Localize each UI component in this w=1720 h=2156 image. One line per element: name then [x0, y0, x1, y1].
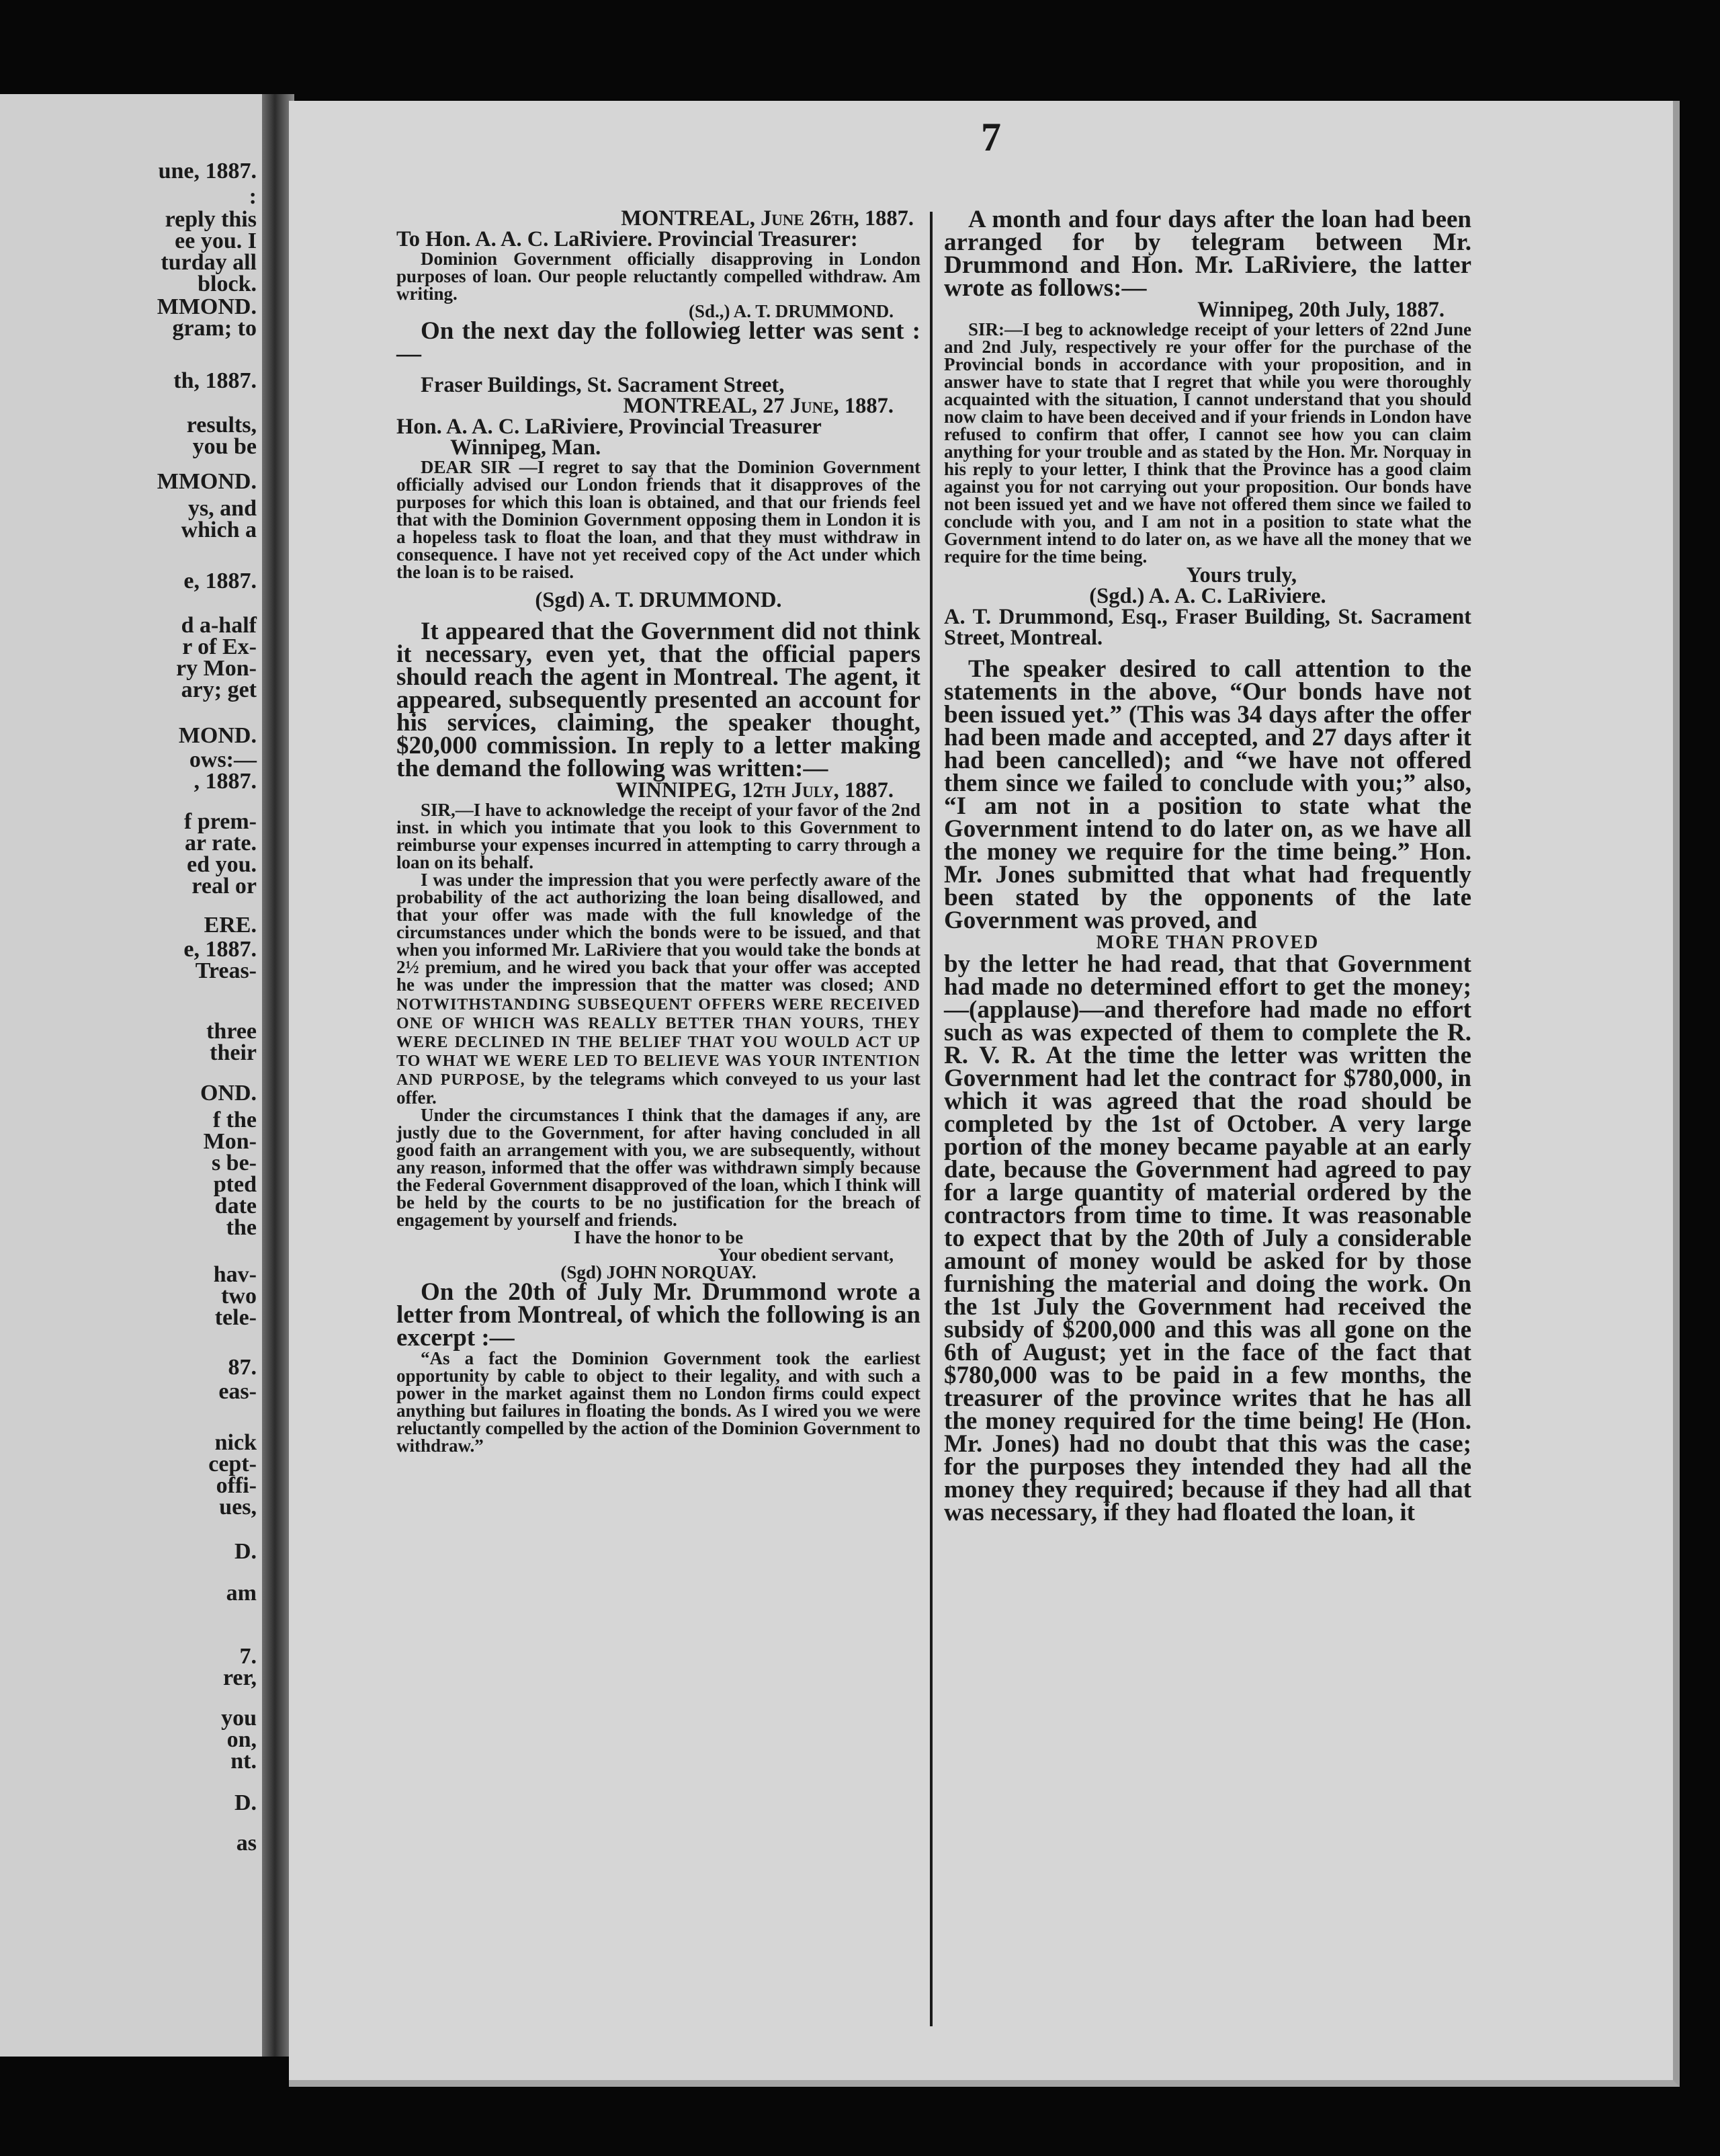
- fragment-line: you be: [192, 434, 257, 459]
- fragment-line: s be-: [211, 1151, 257, 1175]
- fragment-line: Mon-: [203, 1129, 257, 1154]
- fragment-line: une, 1887.: [158, 159, 257, 183]
- fragment-line: , 1887.: [194, 769, 257, 794]
- section-subheading: MORE THAN PROVED: [1096, 932, 1320, 953]
- fragment-line: rer,: [222, 1665, 257, 1690]
- letter1-recipient: Hon. A. A. C. LaRiviere, Provincial Treasurer: [396, 415, 822, 439]
- next-day-paragraph: On the next day the followieg letter was sent :—: [396, 317, 920, 368]
- letter2-paragraph-1: SIR,—I have to acknowledge the receipt of your favor of the 2nd inst. in which you intimate that you look to this Government to reimburse your expenses incurred in attempting to carry through a loan on its behalf.: [396, 800, 920, 872]
- letter2-closing-1: I have the honor to be: [573, 1227, 744, 1247]
- left-column: [396, 208, 920, 1454]
- letter2-paragraph-3: Under the circumstances I think that the damages if any, are justly due to the Government, for after having concluded in all good faith an arrangement with you, we are subsequently, without any reason, informed that the offer was withdrawn simply because the Federal Government disapproved of the loan, which I think will be held by the courts to be no justification for the breach of engagement by yourself and friends.: [396, 1105, 920, 1230]
- fragment-line: two: [221, 1284, 257, 1309]
- page-number: 7: [981, 115, 1001, 159]
- fragment-line: date: [214, 1194, 257, 1218]
- fragment-line: ar rate.: [185, 831, 257, 856]
- letter3-date: Winnipeg, 20th July, 1887.: [1197, 298, 1445, 322]
- fragment-line: real or: [191, 874, 257, 899]
- fragment-line: MMOND.: [157, 469, 257, 494]
- fragment-line: :: [249, 184, 257, 209]
- fragment-line: results,: [186, 413, 257, 438]
- fragment-line: D.: [234, 1539, 257, 1564]
- paragraph-month: A month and four days after the loan had been arranged for by telegram between Mr. Drummond and Hon. Mr. LaRiviere, the latter wrote as follows:—: [944, 206, 1471, 302]
- fragment-line: which a: [181, 517, 257, 542]
- fragment-line: reply this: [165, 207, 257, 232]
- column-rule: [930, 212, 933, 2026]
- letter2-paragraph-2-caps: AND NOTWITHSTANDING SUBSEQUENT OFFERS WERE RECEIVED ONE OF WHICH WAS REALLY BETTER THAN YOURS, THEY WERE DECLINED IN THE BELIEF THAT YOU WOULD ACT UP TO WHAT WE WERE LED TO BELIEVE WAS YOUR INTENTION AND PURPOSE,: [396, 977, 920, 1089]
- letter1-signature: (Sgd) A. T. DRUMMOND.: [535, 588, 782, 612]
- letter2-closing-2: Your obedient servant,: [718, 1245, 894, 1265]
- fragment-line: you: [221, 1706, 257, 1731]
- fragment-line: e, 1887.: [183, 937, 257, 962]
- fragment-line: ee you. I: [175, 229, 257, 253]
- fragment-line: OND.: [200, 1081, 257, 1106]
- letter1-body: DEAR SIR —I regret to say that the Dominion Government officially advised our London friends that it disapproves of the purposes for which this loan is obtained, and that our friends feel that with the Dominion Government opposing them in London it is a hopeless task to float the loan, and that they must withdraw in consequence. I have not yet received copy of the Act under which the loan is to be raised.: [396, 457, 920, 582]
- fragment-line: ys, and: [187, 496, 257, 521]
- letter3-body: SIR:—I beg to acknowledge receipt of your letters of 22nd June and 2nd July, respectively re your offer for the purchase of the Provincial bonds in accordance with your proposition, and in answer have to state that I regret that while you were thoroughly acquainted with the situation, I cannot understand that you should now claim to have been deceived and if your friends in London have refused to confirm that offer, I cannot see how you can claim anything for your trouble and as stated by the Hon. Mr. Norquay in his reply to your letter, I think that the Province has a good claim against you for not carrying out your proposition. Our bonds have not been issued yet and we have not offered them since we failed to conclude with you, and I am not in a position to state what the Government intend to do later on, as we have all the money that we require for the time being.: [944, 319, 1471, 567]
- fragment-line: MMOND.: [157, 294, 257, 319]
- fragment-line: th, 1887.: [173, 368, 257, 393]
- fragment-line: 7.: [239, 1644, 257, 1669]
- letter1-recipient-city: Winnipeg, Man.: [450, 436, 601, 460]
- letter2-date: WINNIPEG, 12th July, 1887.: [615, 778, 894, 802]
- fragment-line: tele-: [214, 1305, 257, 1330]
- excerpt-quote: “As a fact the Dominion Government took the earliest opportunity by cable to object to their legality, and with such a power in the market against them no London firms could expect anything but failures in floating the bonds. As I wired you we were reluctantly compelled by the action of the Dominion Government to withdraw.”: [396, 1348, 920, 1456]
- fragment-line: cept-: [208, 1452, 257, 1477]
- fragment-line: three: [206, 1019, 257, 1044]
- right-column: [944, 208, 1471, 1524]
- fragment-line: block.: [198, 272, 257, 296]
- facing-page-fragment: [0, 94, 266, 2057]
- fragment-line: ERE.: [204, 913, 257, 938]
- fragment-line: eas-: [218, 1379, 257, 1404]
- fragment-line: offi-: [216, 1473, 257, 1498]
- fragment-line: d a-half: [181, 613, 257, 638]
- letter2-paragraph-2a: I was under the impression that you were perfectly aware of the probability of the act authorizing the loan being disallowed, and that your offer was made with the full knowledge of the circumstances under which the bonds were to be issued, and that when you informed Mr. LaRiviere that you would take the bonds at 2½ premium, and he wired you back that your offer was accepted he was under the impression that the matter was closed;: [396, 870, 920, 995]
- fragment-line: the: [226, 1215, 257, 1240]
- fragment-line: turday all: [161, 250, 257, 275]
- letter3-recipient: A. T. Drummond, Esq., Fraser Building, St. Sacrament Street, Montreal.: [944, 605, 1471, 650]
- fragment-line: ry Mon-: [176, 656, 257, 681]
- document-page: [289, 101, 1680, 2087]
- letter1-date: MONTREAL, 27 June, 1887.: [623, 394, 894, 418]
- fragment-line: am: [226, 1581, 257, 1606]
- fragment-line: f the: [212, 1108, 257, 1132]
- telegram-body: Dominion Government officially disapproving in London purposes of loan. Our people reluctantly compelled withdraw. Am writing.: [396, 249, 920, 304]
- fragment-line: their: [210, 1040, 257, 1065]
- fragment-line: gram; to: [172, 316, 257, 341]
- letter2-paragraph-2b: by the telegrams which conveyed to us your last offer.: [396, 1069, 921, 1108]
- telegram-recipient: To Hon. A. A. C. LaRiviere. Provincial Treasurer:: [396, 227, 858, 251]
- fragment-line: e, 1887.: [183, 569, 257, 593]
- telegram-date: MONTREAL, June 26th, 1887.: [621, 206, 914, 231]
- fragment-line: ows:—: [189, 747, 257, 772]
- fragment-line: 87.: [228, 1355, 257, 1380]
- fragment-line: as: [236, 1831, 257, 1856]
- fragment-line: f prem-: [184, 809, 257, 834]
- fragment-line: ues,: [219, 1495, 257, 1520]
- fragment-line: on,: [226, 1727, 257, 1752]
- paragraph-20th-july: On the 20th of July Mr. Drummond wrote a letter from Montreal, of which the following is an excerpt :—: [396, 1278, 920, 1352]
- letter1-address: Fraser Buildings, St. Sacrament Street,: [421, 373, 785, 397]
- paragraph-letter-read: by the letter he had read, that that Government had made no determined effort to get the money;—(applause)—and therefore had made no effort such as was expected of them to complete the R. R. V. R. At the time the letter was written the Government had let the contract for $780,000, in which it was agreed that the road should be completed by the 1st of October. A very large portion of the money became payable at an early date, because the Government had agreed to pay for a large quantity of material ordered by the contractors from time to time. It was reasonable to expect that by the 20th of July a considerable amount of money would be asked for by those furnishing the material and doing the work. On the 1st July the Government had received the subsidy of $200,000 and this was all gone on the 6th of August; yet in the face of the fact that $780,000 was to be paid in a few months, the treasurer of the province writes that he has all the money required for the time being! He (Hon. Mr. Jones) had no doubt that this was the case; for the purposes they intended they had all the money they required; because if they had all that was necessary, if they had floated the loan, it: [944, 950, 1471, 1526]
- fragment-line: MOND.: [178, 723, 257, 748]
- fragment-line: nt.: [230, 1749, 257, 1774]
- letter3-closing: Yours truly,: [1186, 563, 1297, 587]
- fragment-line: hav-: [213, 1262, 257, 1287]
- letter2-signature: (Sgd) JOHN NORQUAY.: [560, 1262, 757, 1282]
- fragment-line: r of Ex-: [182, 634, 257, 659]
- fragment-line: Treas-: [195, 958, 257, 983]
- fragment-line: nick: [214, 1430, 257, 1455]
- paragraph-speaker: The speaker desired to call attention to the statements in the above, “Our bonds have not been issued yet.” (This was 34 days after the offer had been made and accepted, and 27 days after it had been cancelled); and “we have not offered them since we failed to conclude with you;” also, “I am not in a position to state what the Government intend to do later on, as we have all the money we require for the time being.” Hon. Mr. Jones submitted that what had frequently been stated by the opponents of the late Government was proved, and: [944, 655, 1471, 934]
- telegram-signature: (Sd.,) A. T. DRUMMOND.: [688, 301, 894, 321]
- paragraph-appeared: It appeared that the Government did not think it necessary, even yet, that the official papers should reach the agent in Montreal. The agent, it appeared, subsequently presented an account for his services, claiming, the speaker thought, $20,000 commission. In reply to a letter making the demand the following was written:—: [396, 618, 920, 782]
- fragment-line: ary; get: [181, 677, 257, 702]
- letter3-signature: (Sgd.) A. A. C. LaRiviere.: [1089, 584, 1326, 608]
- fragment-line: D.: [234, 1790, 257, 1815]
- fragment-line: pted: [213, 1172, 257, 1197]
- fragment-line: ed you.: [187, 852, 257, 877]
